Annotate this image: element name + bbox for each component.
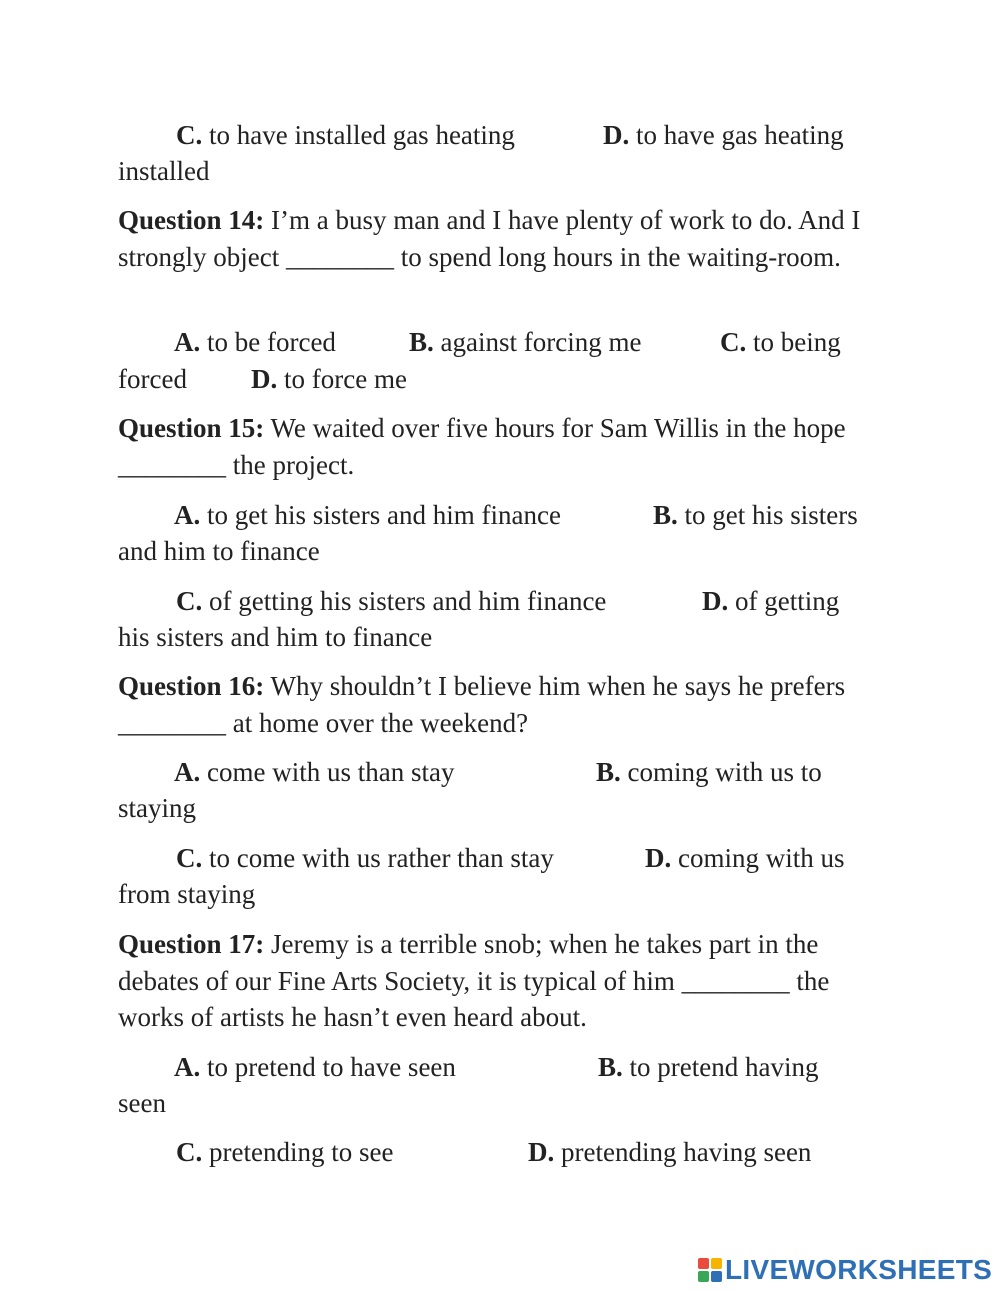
q15-option-b-wrap: and him to finance [118, 536, 320, 566]
q17-option-d: D. pretending having seen [528, 1137, 812, 1167]
q15-option-c: C. of getting his sisters and him finance [176, 586, 607, 616]
q16-option-b: B. coming with us to [596, 757, 822, 787]
q14-option-d: D. to force me [251, 364, 407, 394]
q14-option-a: A. to be forced [174, 327, 336, 357]
q16-option-c: C. to come with us rather than stay [176, 843, 554, 873]
q16-option-d: D. coming with us [645, 843, 845, 873]
q13-option-d-wrap: installed [118, 156, 210, 186]
q15-option-b: B. to get his sisters [653, 500, 858, 530]
q17-stem: Question 17: Jeremy is a terrible snob; when he takes part in the debates of our Fine Arts Society, it is typical of him ________ the works of artists he hasn’t even heard about. [118, 929, 830, 1032]
q16-option-b-wrap: staying [118, 793, 196, 823]
logo-text: LIVEWORKSHEETS [725, 1254, 993, 1285]
q14-option-b: B. against forcing me [409, 327, 642, 357]
q14-option-c-wrap: forced [118, 364, 187, 394]
liveworksheets-logo-icon [698, 1258, 722, 1282]
q16-stem: Question 16: Why shouldn’t I believe him when he says he prefers ________ at home over the weekend? [118, 671, 846, 738]
q17-option-c: C. pretending to see [176, 1137, 394, 1167]
q13-option-d: D. to have gas heating [603, 120, 844, 150]
logo-square-yellow [711, 1258, 722, 1269]
logo-square-blue [711, 1271, 722, 1282]
q14-option-c: C. to being [720, 327, 841, 357]
q15-option-d-wrap: his sisters and him to finance [118, 622, 433, 652]
logo-square-green [698, 1271, 709, 1282]
q15-stem: Question 15: We waited over five hours for Sam Willis in the hope ________ the project. [118, 413, 846, 480]
q15-option-d: D. of getting [702, 586, 840, 616]
q16-option-a: A. come with us than stay [174, 757, 455, 787]
q17-option-b-wrap: seen [118, 1088, 166, 1118]
q17-option-a: A. to pretend to have seen [174, 1052, 456, 1082]
liveworksheets-logo[interactable] [698, 1256, 992, 1284]
logo-square-red [698, 1258, 709, 1269]
q17-option-b: B. to pretend having [598, 1052, 819, 1082]
q13-option-c: C. to have installed gas heating [176, 120, 515, 150]
q15-option-a: A. to get his sisters and him finance [174, 500, 561, 530]
q14-stem: Question 14: I’m a busy man and I have plenty of work to do. And I strongly object ________ to spend long hours in the waiting-room. [118, 205, 861, 272]
q16-option-d-wrap: from staying [118, 879, 256, 909]
